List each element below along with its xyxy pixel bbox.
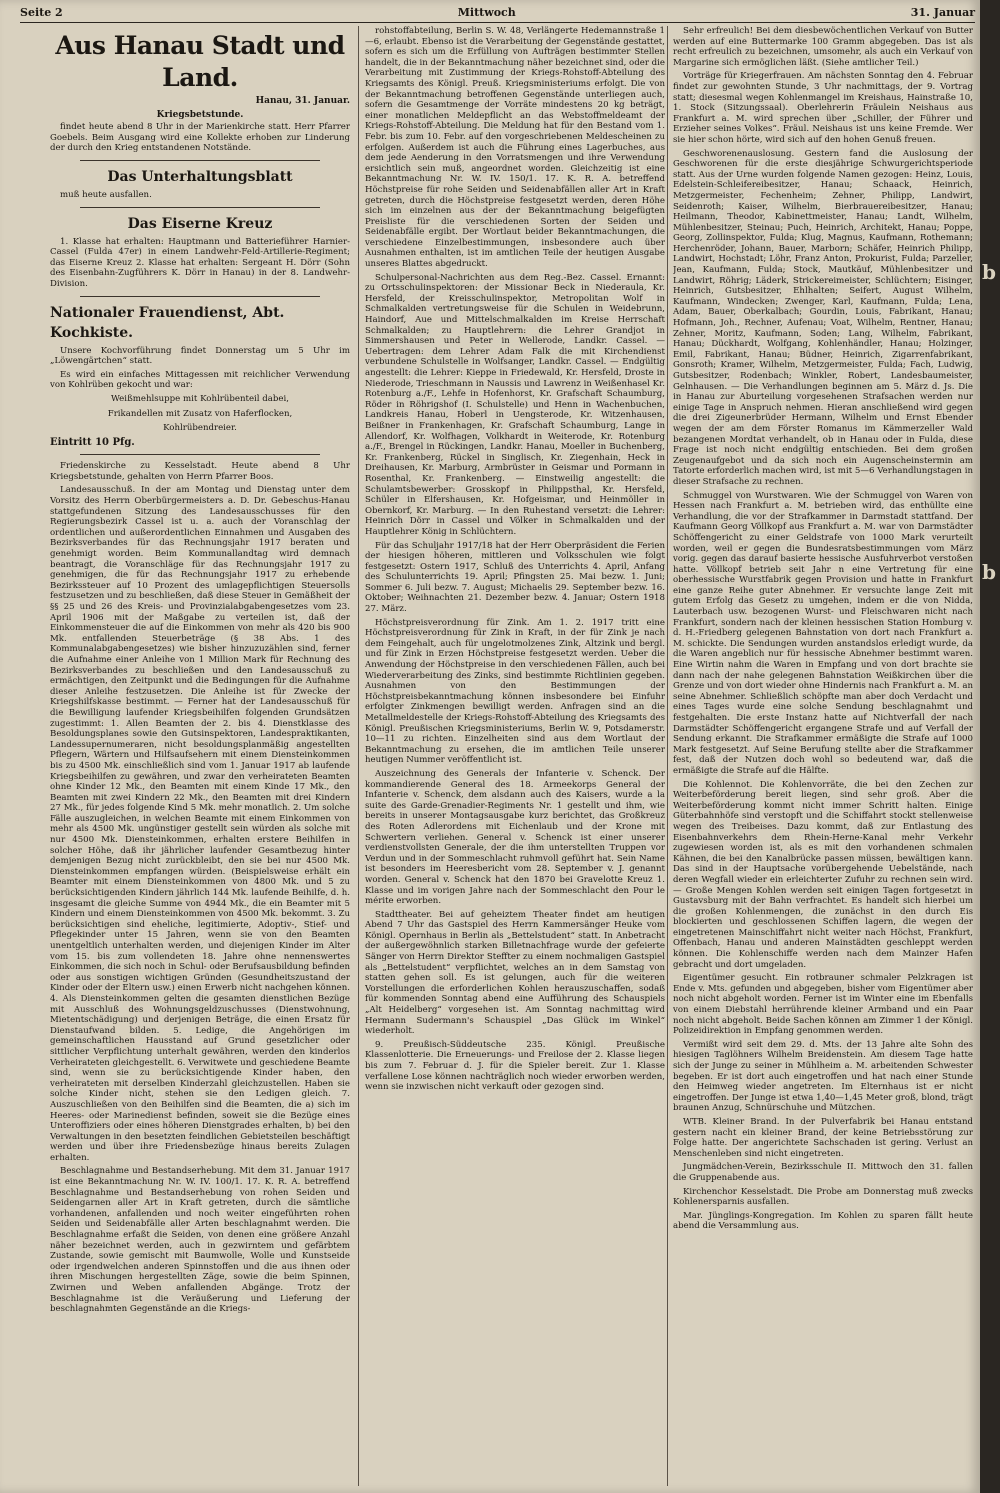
article-text: Mar. Jünglings-Kongregation. Im Kohlen zu sparen fällt heute abend die Versammlung aus. <box>673 1210 973 1232</box>
admission-price: Eintritt 10 Pfg. <box>50 436 135 448</box>
article-text: Unsere Kochvorführung findet Donnerstag um 5 Uhr im „Löwengärtchen“ statt. <box>50 345 350 367</box>
edge-glyph: b <box>982 260 996 284</box>
section-masthead: Aus Hanau Stadt und Land. <box>55 31 345 92</box>
article-text: Für das Schuljahr 1917/18 hat der Herr Oberpräsident die Ferien der hiesigen höheren, mittleren und Volksschulen wie folgt festgesetzt: Ostern 1917, Schluß des Unterrichts 4. April, Anfang des Schulunterrichts 19. April; Pfingsten 25. Mai bezw. 1. Juni; Sommer 6. Juli bezw. 7. August; Michaelis 29. September bezw. 16. Oktober; Weihnachten 21. Dezember bezw. 4. Januar; Ostern 1918 27. März. <box>365 540 665 615</box>
page-header <box>20 2 975 23</box>
article-text: Landesausschuß. In der am Montag und Dienstag unter dem Vorsitz des Herrn Oberbürgermeisters a. D. Dr. Gebeschus-Hanau stattgefundenen Sitzung des Landesausschusses für den Regierungsbezirk Cassel ist u. a. auch der Voranschlag der ordentlichen und außerordentlichen Einnahmen und Ausgaben des Bezirksverbandes für das Rechnungsjahr 1917 beraten und genehmigt worden. Beim Kommunallandtag wird demnach beantragt, die Voranschläge für das Rechnungsjahr 1917 zu genehmigen, die für das Rechnungsjahr 1917 zu erhebende Bezirkssteuer auf 10 Prozent des umlagepflichtigen Steuersolls festzusetzen und zu beschließen, daß diese Steuer in Gemäßheit der §§ 25 und 26 des Kreis- und Provinzialabgabengesetzes vom 23. April 1906 mit der Maßgabe zu verteilen ist, daß der Einkommensteuer die auf die Einkommen von mehr als 420 bis 900 Mk. entfallenden Steuerbeträge (§ 38 Abs. 1 des Kommunalabgabengesetzes) wie bisher hinzuzuzählen sind, ferner die Aufnahme einer Anleihe von 1 Million Mark für Rechnung des Bezirksverbandes zu beschließen und den Landesausschuß zu ermächtigen, den Zeitpunkt und die Bedingungen für die Aufnahme dieser Anleihe festzusetzen. Die Anleihe ist für Zwecke der Kriegshilfskasse bestimmt. — Ferner hat der Landesausschuß für die Bewilligung laufender Kriegsbeihilfen folgenden Grundsätzen zugestimmt: 1. Allen Beamten der 2. bis 4. Dienstklasse des Besoldungsplanes sowie den Gutsinspektoren, Landespraktikanten, Landessupernumeraren, nicht besoldungsplanmäßig angestellten Pflegern, Wärtern und Hilfsaufsehern mit einem Diensteinkommen bis zu 4500 Mk. einschließlich sind vom 1. Januar 1917 ab laufende Kriegsbeihilfen zu gewähren, und zwar den verheirateten Beamten ohne Kinder 12 Mk., den Beamten mit einem Kinde 17 Mk., den Beamten mit zwei Kindern 22 Mk., den Beamten mit drei Kindern 27 Mk., für jedes folgende Kind 5 Mk. mehr monatlich. 2. Um solche Fälle auszugleichen, in welchen Beamte mit einem Einkommen von mehr als 4500 Mk. ungünstiger gestellt sein würden als solche mit nur 4500 Mk. Diensteinkommen, erhalten erstere Beihilfen in solcher Höhe, daß ihr jährlicher laufender Gesamtbezug hinter demjenigen Bezug nicht zurückbleibt, den sie bei nur 4500 Mk. Diensteinkommen empfangen würden. (Beispielsweise erhält ein Beamter mit einem Diensteinkommen von 4800 Mk. und 5 zu berücksichtigenden Kindern jährlich 144 Mk. laufende Beihilfe, d. h. insgesamt die gleiche Summe von 4944 Mk., die ein Beamter mit 5 Kindern und einem Diensteinkommen von 4500 Mk. bekommt. 3. Zu berücksichtigen sind eheliche, legitimierte, Adoptiv-, Stief- und Pflegekinder unter 15 Jahren, wenn sie von den Beamten unentgeltlich unterhalten werden, und diejenigen Kinder im Alter vom 15. bis zum vollendeten 18. Jahre ohne nennenswertes Einkommen, die sich noch in Schul- oder Berufsausbildung befinden oder aus sonstigen wichtigen Gründen (Gesundheitszustand der Kinder oder der Eltern usw.) einen Erwerb nicht nachgehen können. 4. Als Diensteinkommen gelten die gesamten dienstlichen Bezüge mit Ausschluß des Wohnungsgeldzuschusses (Dienstwohnung, Mietentschädigung) und derjenigen Beträge, die einen Ersatz für Dienstaufwand bilden. 5. Ledige, die Angehörigen im gemeinschaftlichen Hausstand auf Grund gesetzlicher oder sittlicher Verpflichtung unterhalt gewähren, werden den kinderlos Verheirateten gleichgestellt. 6. Verwitwete und geschiedene Beamte sind, wenn sie zu berücksichtigende Kinder haben, den verheirateten mit derselben Kinderzahl gleichzustellen. Haben sie solche Kinder nicht, stehen sie den Ledigen gleich. 7. Auszuschließen von den Beihilfen sind die Beamten, die a) sich im Heeres- oder Marinedienst befinden, soweit sie die Bezüge eines Unteroffiziers oder eines höheren Dienstgrades erhalten, b) bei den Verwaltungen in den besetzten feindlichen Gebietsteilen beschäftigt werden und über ihre Friedensbezüge hinaus bereits Zulagen erhalten. <box>50 485 350 1163</box>
article-text: Die Kohlennot. Die Kohlenvorräte, die bei den Zechen zur Weiterbeförderung bereit liegen, sind sehr groß. Aber die Weiterbeförderung kommt nicht immer Schritt halten. Einige Güterbahnhöfe sind verstopft und die Schiffahrt stockt stellenweise wegen des Treibeises. Dazu kommt, daß zur Entlastung des Eisenbahnverkehrs dem Rhein-Herne-Kanal mehr Verkehr zugewiesen worden ist, als es mit den vorhandenen schmalen Kähnen, die bei den Kanalbrücke passen müssen, bewältigen kann. Das sind in der Hauptsache vorübergehende Uebelstände, nach deren Wegfall wieder ein erleichterter Zufuhr zu rechnen sein wird. — Große Mengen Kohlen werden seit einigen Tagen fortgesetzt in Gustavsburg mit der Bahn verfrachtet. Es handelt sich hierbei um die großen Kohlenmengen, die zunächst in den durch Eis blockierten und geschlossenen Schiffen lagern, die wegen der eingetretenen Mainschiffahrt nicht weiter nach Höchst, Frankfurt, Offenbach, Hanau und anderen Mainstädten geschleppt werden können. Die Kohlenschiffe werden nach dem Mainzer Hafen gebracht und dort umgeladen. <box>673 779 973 970</box>
article-text: Kirchenchor Kesselstadt. Die Probe am Donnerstag muß zwecks Kohlenersparnis ausfallen. <box>673 1186 973 1208</box>
article-text: Beschlagnahme und Bestandserhebung. Mit dem 31. Januar 1917 ist eine Bekanntmachung Nr. W. IV. 100/1. 17. K. R. A. betreffend Beschlagnahme und Bestandserhebung von rohen Seiden und Seidengarnen aller Art in Kraft getreten, durch die sämtliche vorhandenen, anfallenden und noch weiter eingeführten rohen Seiden und Seidenabfälle aller Arten beschlagnahmt werden. Die Beschlagnahme erfaßt die Seiden, von denen eine größere Anzahl näher bezeichnet werden, auch in gezwirntem und gefärbtem Zustande, sowie gemischt mit Baumwolle, Wolle und Kunstseide oder irgendwelchen anderen Spinnstoffen und die aus ihnen oder ihren Mischungen hergestellten Zäge, sowie die beim Spinnen, Zwirnen und Weben anfallenden Abgänge. Trotz der Beschlagnahme ist die Veräußerung und Lieferung der beschlagnahmten Gegenstände an die Kriegs- <box>50 1166 350 1315</box>
column-rule <box>667 26 668 1486</box>
article-text: Höchstpreisverordnung für Zink. Am 1. 2. 1917 tritt eine Höchstpreisverordnung für Zink in Kraft, in der für Zink je nach dem Feingehalt, auch für ungelotmolzenes Zink, Altzink und bergl. und für Zink in Erzen Höchstpreise festgesetzt werden. Ueber die Anwendung der Höchstpreise in den verschiedenen Fällen, auch bei Wiederverarbeitung des Zinks, sind bestimmte Richtlinien gegeben. Ausnahmen von den Bestimmungen der Höchstpreisbekanntmachung können insbesondere bei Einfuhr erfolgter Zinkmengen bewilligt werden. Anfragen sind an die Metallmeldestelle der Kriegs-Rohstoff-Abteilung des Kriegsamts des Königl. Preußischen Kriegsministeriums, Berlin W. 9, Potsdamerstr. 10—11 zu richten. Einzelheiten sind aus dem Wortlaut der Bekanntmachung zu ersehen, die im amtlichen Teile unserer heutigen Nummer veröffentlicht ist. <box>365 617 665 766</box>
article-heading: Das Unterhaltungsblatt <box>107 168 293 185</box>
column-2 <box>365 26 665 1486</box>
article-text: muß heute ausfallen. <box>60 189 152 200</box>
article-text: 9. Preußisch-Süddeutsche 235. Königl. Preußische Klassenlotterie. Die Erneuerungs- und Freilose der 2. Klasse liegen bis zum 7. Februar d. J. für die Spieler bereit. Zur 1. Klasse verfallene Lose können nachträglich noch wieder erworben werden, wenn sie inzwischen nicht verkauft oder gezogen sind. <box>365 1039 665 1093</box>
divider <box>80 296 320 297</box>
dateline: Hanau, 31. Januar. <box>255 96 350 106</box>
menu-line: Frikandellen mit Zusatz von Haferflocken, <box>107 408 293 419</box>
article-text: Es wird ein einfaches Mittagessen mit reichlicher Verwendung von Kohlrüben gekocht und war: <box>50 369 350 391</box>
article-text: 1. Klasse hat erhalten: Hauptmann und Batterieführer Harnier-Cassel (Fulda 47er) in einem Landwehr-Feld-Artillerie-Regiment; das Eiserne Kreuz 2. Klasse hat erhalten: Sergeant H. Dörr (Sohn des Eisenbahn-Zugführers K. Dörr in Hanau) in der 8. Landwehr-Division. <box>50 236 350 289</box>
article-text: Schmuggel von Wurstwaren. Wie der Schmuggel von Waren von Hessen nach Frankfurt a. M. betrieben wird, das enthüllte eine Verhandlung, die vor der Strafkammer in Darmstadt stattfand. Der Kaufmann Georg Völlkopf aus Frankfurt a. M. war von Darmstädter Schöffengericht zu einer Geldstrafe von 1000 Mark verurteilt worden, weil er gegen die Bundesratsbestimmungen vom März vorig. gegen das darauf basierte hessische Ausfuhrverbot verstoßen hatte. Völlkopf betrieb seit Jahr n eine Vertretung für eine oberhessische Wurstfabrik gegen Provision und hatte in Frankfurt eine ganze Reihe guter Abnehmer. Er versuchte lange Zeit mit gutem Erfolg das Gesetz zu umgehen, indem er die von Nidda, Lauterbach usw. bezogenen Wurst- und Fleischwaren nicht nach Frankfurt, sondern nach der kleinen hessischen Station Homburg v. d. H.-Friedberg gelegenen Bahnstation von dort nach Frankfurt a. M. schickte. Die Sendungen wurden anstandslos erledigt wurde, da die Waren angeblich nur für hessische Abnehmer bestimmt waren. Eine Wirtin nahm die Waren in Empfang und von dort brachte sie dann nach der nahe gelegenen Bahnstation Weißkirchen über die Grenze und von dort wieder ohne Hindernis nach Frankfurt a. M. an seine Abnehmer. Schließlich schöpfte man aber doch Verdacht und eines Tages wurde eine solche Sendung beschlagnahmt und festgehalten. Die erste Instanz hatte auf Nichtverfall der nach Darmstädter Schöffengericht ergangene Strafe und auf Verfall der Sendung erkannt. Die Strafkammer ermäßigte die Strafe auf 1000 Mark festgesetzt. Auf Seine Berufung stellte aber die Strafkammer fest, daß der Nutzen doch wohl so bedeutend war, daß die ermäßigte die Strafe auf die Hälfte. <box>673 490 973 776</box>
article-text: Stadttheater. Bei auf geheiztem Theater findet am heutigen Abend 7 Uhr das Gastspiel des Herrn Kammersänger Heuke vom Königl. Opernhaus in Berlin als „Bettelstudent“ statt. In Anbetracht der außergewöhnlich starken Billetnachfrage wurde der gefeierte Sänger von Herrn Direktor Steffter zu einem nochmaligen Gastspiel als „Bettelstudent“ verpflichtet, welches an in dem Samstag von statten gehen soll. Es ist gelungen, auch für die weiteren Vorstellungen die erforderlichen Kohlen herauszuschaffen, sodaß für kommenden Sonntag abend eine Aufführung des Schauspiels „Alt Heidelberg“ vorgesehen ist. Am Sonntag nachmittag wird Hermann Sudermann's Schauspiel „Das Glück im Winkel“ wiederholt. <box>365 909 665 1037</box>
adjacent-page-edge <box>980 0 1000 1493</box>
article-text: Schulpersonal-Nachrichten aus dem Reg.-Bez. Cassel. Ernannt: zu Ortsschulinspektoren: der Missionar Beck in Niederaula, Kr. Hersfeld, der Kreisschulinspektor, Metropolitan Wolf in Schmalkalden vertretungsweise für die Schulen in Weidebrunn, Haindorf, Aue und Mittelschmalkalden im Kreise Herrschaft Schmalkalden; zu Hauptlehrern: die Lehrer Grandjot in Simmershausen und Peter in Wellerode, Landkr. Cassel. — Uebertragen: dem Lehrer Adam Falk die mit Kirchendienst verbundene Schulstelle in Wolfsanger, Landkr. Cassel. — Endgültig angestellt: die Lehrer: Kieppe in Friedewald, Kr. Hersfeld, Droste in Niederode, Trieschmann in Naussis und Lawrenz in Weißenhasel Kr. Rotenburg a./F., Lehfe in Hofenhorst, Kr. Grafschaft Schaumburg, Röder in Röhrigshof (I. Schulstelle) und Henn in Wachenbuchen, Landkreis Hanau, Hoberl in Uengsterode, Kr. Witzenhausen, Beißner in Frankenhagen, Kr. Grafschaft Schaumburg, Lange in Allendorf, Kr. Wolfhagen, Volkhardt in Weiterode, Kr. Rotenburg a./F., Brengel in Rückingen, Landkr. Hanau, Moeller in Buchenberg, Kr. Frankenberg, Rückel in Singlisch, Kr. Ziegenhain, Heck in Dreihausen, Kr. Marburg, Armbrüster in Geismar und Pormann in Rosenthal, Kr. Frankenberg. — Einstweilig angestellt: die Schulamtsbewerber: Grosskopf in Philippsthal, Kr. Hersfeld, Schüler in Elfershausen, Kr. Hofgeismar, und Heinmöller in Obernkorf, Kr. Marburg. — In den Ruhestand versetzt: die Lehrer: Heinrich Dörr in Cassel und Völker in Schmalkalden und der Hauptlehrer König in Schlüchtern. <box>365 272 665 537</box>
menu-line: Weißmehlsuppe mit Kohlrübenteil dabei, <box>111 393 289 404</box>
column-rule <box>358 26 359 1486</box>
edge-glyph: b <box>982 560 996 584</box>
menu-line: Kohlrübendreier. <box>163 423 237 434</box>
column-3 <box>673 26 973 1486</box>
divider <box>80 207 320 208</box>
article-text: Jungmädchen-Verein, Bezirksschule II. Mittwoch den 31. fallen die Gruppenabende aus. <box>673 1162 973 1183</box>
article-text: Eigentümer gesucht. Ein rotbrauner schmaler Pelzkragen ist Ende v. Mts. gefunden und abgegeben, bisher vom Eigentümer aber noch nicht abgeholt worden. Ferner ist im Winter eine im Ebenfalls von einem Diebstahl herrührende kleiner Armband und ein Paar noch nicht abgeholt. Beide Sachen können am Zimmer 1 der Königl. Polizeidirektion in Empfang genommen werden. <box>673 973 973 1037</box>
divider <box>80 160 320 161</box>
article-text: Sehr erfreulich! Bei dem diesbewöchentlichen Verkauf von Butter werden auf eine Buttermarke 100 Gramm abgegeben. Das ist als recht erfreulich zu bezeichnen, umsomehr, als auch ein Verkauf von Margarine sich ermöglichen läßt. (Siehe amtlicher Teil.) <box>673 26 973 68</box>
article-text: Vermißt wird seit dem 29. d. Mts. der 13 Jahre alte Sohn des hiesigen Taglöhners Wilhelm Breidenstein. Am diesem Tage hatte sich der Junge zu seiner in Mühlheim a. M. arbeitenden Schwester begeben. Er ist dort auch eingetroffen und hat nach einer Stunde den Heimweg wieder angetreten. Im Elternhaus ist er nicht eingetroffen. Der Junge ist etwa 1,40—1,45 Meter groß, blond, trägt braunen Anzug, Schnürschuhe und Mützchen. <box>673 1039 973 1114</box>
weekday: Mittwoch <box>457 5 516 19</box>
article-text: WTB. Kleiner Brand. In der Pulverfabrik bei Hanau entstand gestern nacht ein kleiner Brand, der keine Betriebsstörung zur Folge hatte. Der angerichtete Sachschaden ist gering. Verlust an Menschenleben sind nicht eingetreten. <box>673 1116 973 1159</box>
article-heading: Kriegsbetstunde. <box>156 109 244 120</box>
article-text: findet heute abend 8 Uhr in der Marienkirche statt. Herr Pfarrer Goebels. Beim Ausgang wird eine Kollekte erhoben zur Linderung der durch den Krieg entstandenen Notstände. <box>50 122 350 154</box>
article-heading: Nationaler Frauendienst, Abt. Kochkiste. <box>50 304 285 341</box>
article-text: Geschworenenauslosung. Gestern fand die Auslosung der Geschworenen für die erste diesjährige Schwurgerichtsperiode statt. Aus der Urne wurden folgende Namen gezogen: Heinz, Louis, Edelstein-Schleifereibesitzer, Hanau; Schaack, Heinrich, Metzgermeister, Fechenheim; Zehner, Philipp, Landwirt, Seidenroth; Kaiser, Wilhelm, Bierbrauereibesitzer, Hanau; Heilmann, Theodor, Kabinettmeister, Hanau; Landt, Wilhelm, Mühlenbesitzer, Steinau; Puch, Heinrich, Architekt, Hanau; Poppe, Georg, Zollinspektor, Fulda; Klug, Magnus, Kaufmann, Rothemann; Herchenröder, Johann, Bauer, Marborn; Schäfer, Heinrich Philipp, Landwirt, Hochstadt; Löhr, Franz Anton, Prokurist, Fulda; Parzeller, Jean, Kaufmann, Fulda; Stock, Mautkäuf, Mühlenbesitzer und Landwirt, Röhrig; Läderk, Strickereimeister, Schlüchtern; Eisinger, Heinrich, Gutsbesitzer, Ehlhalten; Seifert, August Wilhelm, Kaufmann, Windecken; Zwenger, Karl, Kaufmann, Fulda; Lena, Adam, Bauer, Oberkalbach; Gourdin, Louis, Fabrikant, Hanau; Hofmann, Joh., Rechner, Aufenau; Voat, Wilhelm, Rentner, Hanau; Zehner, Moritz, Kaufmann, Soden; Lang, Wilhelm, Fabrikant, Hanau; Dückhardt, Wolfgang, Kohlenhändler, Hanau; Holzinger, Emil, Fabrikant, Hanau; Büdner, Heinrich, Zigarrenfabrikant, Gonsroth; Kramer, Wilhelm, Metzgermeister, Fulda; Fach, Ludwig, Gutsbesitzer, Rodenbach; Winkler, Robert, Landesbaumeister, Gelnhausen. — Die Verhandlungen beginnen am 5. März d. Js. Die in Hanau zur Aburteilung vorgesehenen Strafsachen werden nur einige Tage in Anspruch nehmen. Hieran anschließend wird gegen die drei Zigeunerbrüder Hermann, Wilhelm und Ernst Ebender wegen der am dem Förster Romanus im Kämmerzeller Wald bezangenen Mordtat verhandelt, ob in Hanau oder in Fulda, diese Frage ist noch nicht endgültig entschieden. Bei dem großen Zeugenaufgebot und da sich noch ein Augenscheinstermin am Tatorte erforderlich machen wird, ist mit 5—6 Verhandlungstagen in dieser Strafsache zu rechnen. <box>673 148 973 487</box>
article-text: Auszeichnung des Generals der Infanterie v. Schenck. Der kommandierende General des 18. Armeekorps General der Infanterie v. Schenck, dem alsdann auch des Kaisers, wurde a la suite des Garde-Grenadier-Regiments Nr. 1 gestellt und ihm, wie bereits in unserer Montagsausgabe kurz berichtet, das Großkreuz des Roten Adlerordens mit Eichenlaub und der Krone mit Schwertern verliehen. General v. Schenck ist einer unserer verdienstvollsten Generale, der die ihm unterstellten Truppen vor Verdun und in der Sommeschlacht ruhmvoll geführt hat. Sein Name ist besonders im Heeresbericht vom 28. September v. J. genannt worden. General v. Schenck hat den 1870 bei Gravelotte Kreuz 1. Klasse und im vorigen Jahre nach der Sommeschlacht den Pour le mérite erworben. <box>365 768 665 907</box>
article-heading: Das Eiserne Kreuz <box>127 215 273 232</box>
article-text: Vorträge für Kriegerfrauen. Am nächsten Sonntag den 4. Februar findet zur gewohnten Stunde, 3 Uhr nachmittags, der 9. Vortrag statt; diesesmal wegen Kohlenmangel im Kreishaus, Hainstraße 10, 1. Stock (Sitzungssaal). Oberlehrerin Fräulein Neishaus aus Frankfurt a. M. wird sprechen über „Schiller, der Führer und Erzieher seines Volkes“. Fräul. Neishaus ist uns keine Fremde. Wer sie hier schon hörte, wird sich auf den hohen Genuß freuen. <box>673 71 973 145</box>
page-number: Seite 2 <box>20 5 63 19</box>
article-text: rohstoffabteilung, Berlin S. W. 48, Verlängerte Hedemannstraße 1—6, erlaubt. Ebenso ist die Verarbeitung der Gegenstände gestattet, sofern es sich um die Erfüllung von Aufträgen bestimmter Stellen handelt, die in der Bekanntmachung näher bezeichnet sind, oder die Verarbeitung mit Zustimmung der Kriegs-Rohstoff-Abteilung des Kriegsamts des Königl. Preuß. Kriegsministeriums erfolgt. Die von der Bekanntmachung betroffenen Gegenstände unterliegen auch, sofern die Gesamtmenge der Vorräte mindestens 20 kg beträgt, einer monatlichen Meldepflicht an das Webstoffmeldeamt der Kriegs-Rohstoff-Abteilung. Die Meldung hat für den Bestand vom 1. Febr. bis zum 10. Febr. auf den vorgeschriebenen Meldescheinen zu erfolgen. Außerdem ist auch die Führung eines Lagerbuches, aus dem jede Aenderung in den Vorratsmengen und ihre Verwendung ersichtlich sein muß, angeordnet worden. Gleichzeitig ist eine Bekanntmachung Nr. W. IV. 150/1. 17. K. R. A. betreffend Höchstpreise für rohe Seiden und Seidenabfällen aller Art in Kraft getreten, durch die Höchstpreise festgesetzt werden, deren Höhe sich im einzelnen aus der der Bekanntmachung beigefügten Preisliste für die verschiedenen Sorten der Seiden und Seidenabfälle ergibt. Der Wortlaut beider Bekanntmachungen, die verschiedene Einzelbestimmungen, insbesondere auch über Ausnahmen enthalten, ist im amtlichen Teile der heutigen Ausgabe unseres Blattes abgedruckt. <box>365 26 665 270</box>
article-text: Friedenskirche zu Kesselstadt. Heute abend 8 Uhr Kriegsbetstunde, gehalten von Herrn Pfarrer Boos. <box>50 461 350 482</box>
divider <box>80 454 320 455</box>
issue-date: 31. Januar <box>910 5 975 19</box>
column-1 <box>50 26 350 1486</box>
